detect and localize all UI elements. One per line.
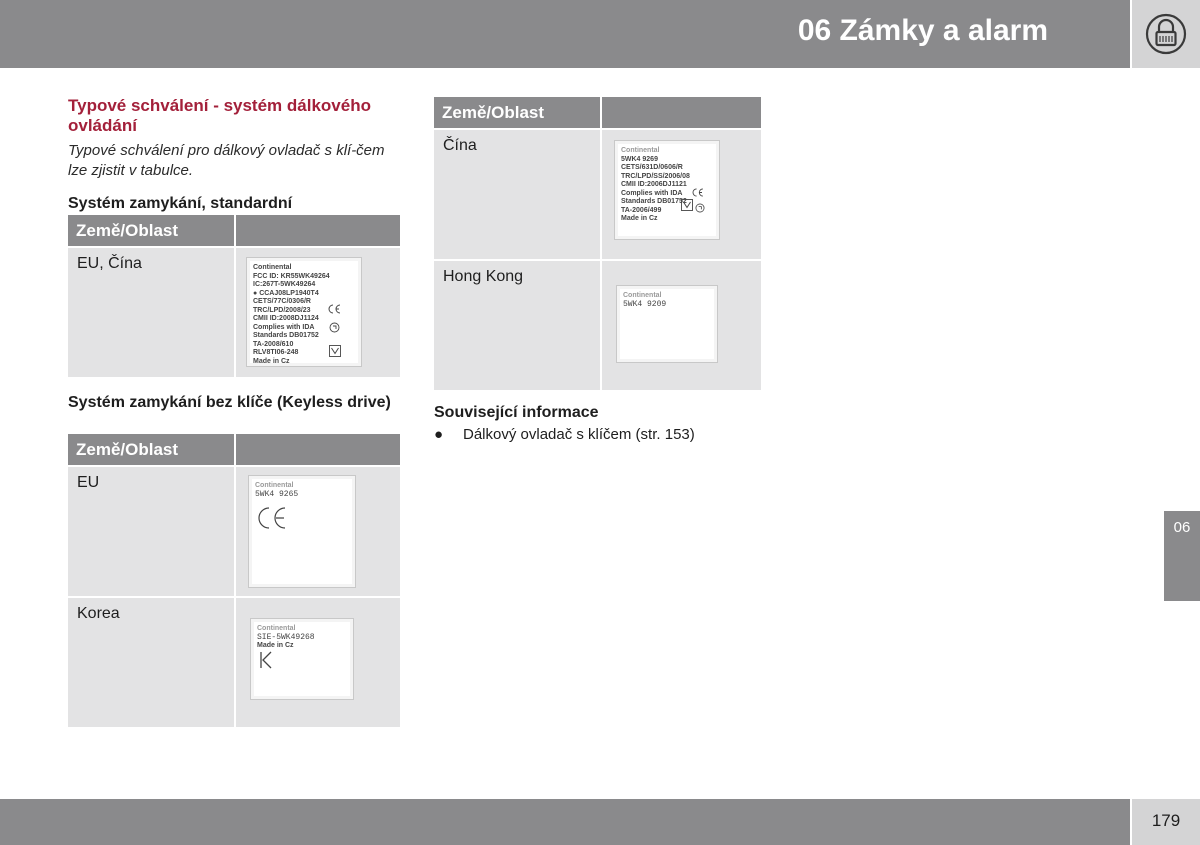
label-image-cell <box>602 130 761 259</box>
label-code: 5WK4 9265 <box>255 489 299 499</box>
label-brand: Continental <box>621 147 660 154</box>
approval-label-image <box>614 140 720 240</box>
label-code: SIE-5WK49268 <box>257 632 315 642</box>
ce-mark-icon <box>691 188 704 197</box>
table-standard-heading: Systém zamykání, standardní <box>68 195 293 212</box>
page-number: 179 <box>1151 811 1181 830</box>
related-heading: Související informace <box>434 404 599 421</box>
bullet-icon: ● <box>434 426 444 443</box>
label-image-cell <box>236 248 400 377</box>
label-line: 5WK4 9269 <box>621 155 658 163</box>
table-row <box>434 130 761 259</box>
table-standard <box>66 213 402 379</box>
approval-label-image <box>246 257 362 367</box>
section-intro: Typové schválení pro dálkový ovladač s klí-čem lze zjistit v tabulce. <box>68 142 385 179</box>
table-row <box>68 598 400 727</box>
table-keyless-heading: Systém zamykání bez klíče (Keyless drive) <box>68 394 391 411</box>
label-line: TRC/LPD/2008/23 <box>253 306 311 314</box>
label-line: Standards DB01752 <box>621 198 687 205</box>
chapter-title: 06 Zámky a alarm <box>797 14 1048 47</box>
related-link[interactable]: Dálkový ovladač s klíčem (str. 153) <box>463 426 695 443</box>
ce-mark-icon <box>327 304 341 314</box>
column-header-region: Země/Oblast <box>68 434 234 465</box>
region-cell: EU, Čína <box>68 248 234 377</box>
approval-label-image <box>248 475 356 588</box>
related-item[interactable] <box>434 426 695 443</box>
label-code: 5WK4 9209 <box>623 299 667 309</box>
table-row <box>68 467 400 596</box>
region-cell: EU <box>68 467 234 596</box>
label-line: Made in Cz <box>621 215 658 222</box>
label-line: CETS/77C/0306/R <box>253 298 311 305</box>
table-right <box>432 95 763 392</box>
region-cell: Hong Kong <box>434 261 600 390</box>
tick-mark-icon <box>681 199 693 213</box>
section-title: Typové schválení - systém dálkového ovládání <box>68 96 371 135</box>
lock-icon <box>1145 13 1187 55</box>
column-header-region: Země/Oblast <box>434 97 600 128</box>
label-brand: Continental <box>257 625 296 632</box>
label-line: TA-2006/499 <box>621 206 662 214</box>
column-header-region: Země/Oblast <box>68 215 234 246</box>
table-row <box>434 261 761 390</box>
column-header-label <box>602 97 761 128</box>
label-line: FCC ID: KR55WK49264 <box>253 272 330 280</box>
label-made-in: Made in Cz <box>257 642 294 649</box>
label-line: Made in Cz <box>253 357 290 365</box>
label-line: Complies with IDA <box>253 323 315 331</box>
label-line: CETS/631D/0606/R <box>621 164 683 171</box>
approval-label-image <box>250 618 354 700</box>
certification-mark-icon <box>695 203 705 213</box>
label-brand: Continental <box>623 292 662 299</box>
label-line: TRC/LPD/SS/2006/08 <box>621 172 690 180</box>
column-header-label <box>236 215 400 246</box>
label-image-cell <box>602 261 761 390</box>
certification-mark-icon <box>329 322 340 333</box>
label-line: Standards DB01752 <box>253 332 319 339</box>
region-cell: Korea <box>68 598 234 727</box>
chapter-icon-box <box>1132 0 1200 68</box>
label-image-cell <box>236 598 400 727</box>
chapter-side-tab[interactable] <box>1164 511 1200 601</box>
label-line: IC:267T-5WK49264 <box>253 281 316 288</box>
side-tab-label: 06 <box>1173 519 1191 536</box>
label-line: CMII ID:2006DJ1121 <box>621 181 687 188</box>
column-header-label <box>236 434 400 465</box>
table-keyless <box>66 432 402 729</box>
ce-mark-icon <box>257 506 287 530</box>
region-cell: Čína <box>434 130 600 259</box>
tick-mark-icon <box>329 345 341 357</box>
table-row <box>68 248 400 377</box>
approval-label-image <box>616 285 718 363</box>
label-brand: Continental <box>255 482 294 489</box>
label-line: CMII ID:2008DJ1124 <box>253 315 319 322</box>
label-line: Continental <box>253 264 292 271</box>
header-bar <box>0 0 1130 68</box>
page-number-box <box>1132 799 1200 845</box>
kc-mark-icon <box>259 651 273 669</box>
footer-bar <box>0 799 1130 845</box>
label-line: Complies with IDA <box>621 189 683 197</box>
label-line: RLV8TI06-248 <box>253 349 299 356</box>
label-image-cell <box>236 467 400 596</box>
label-line: ● CCAJ08LP1940T4 <box>253 289 319 297</box>
label-line: TA-2008/610 <box>253 340 294 348</box>
